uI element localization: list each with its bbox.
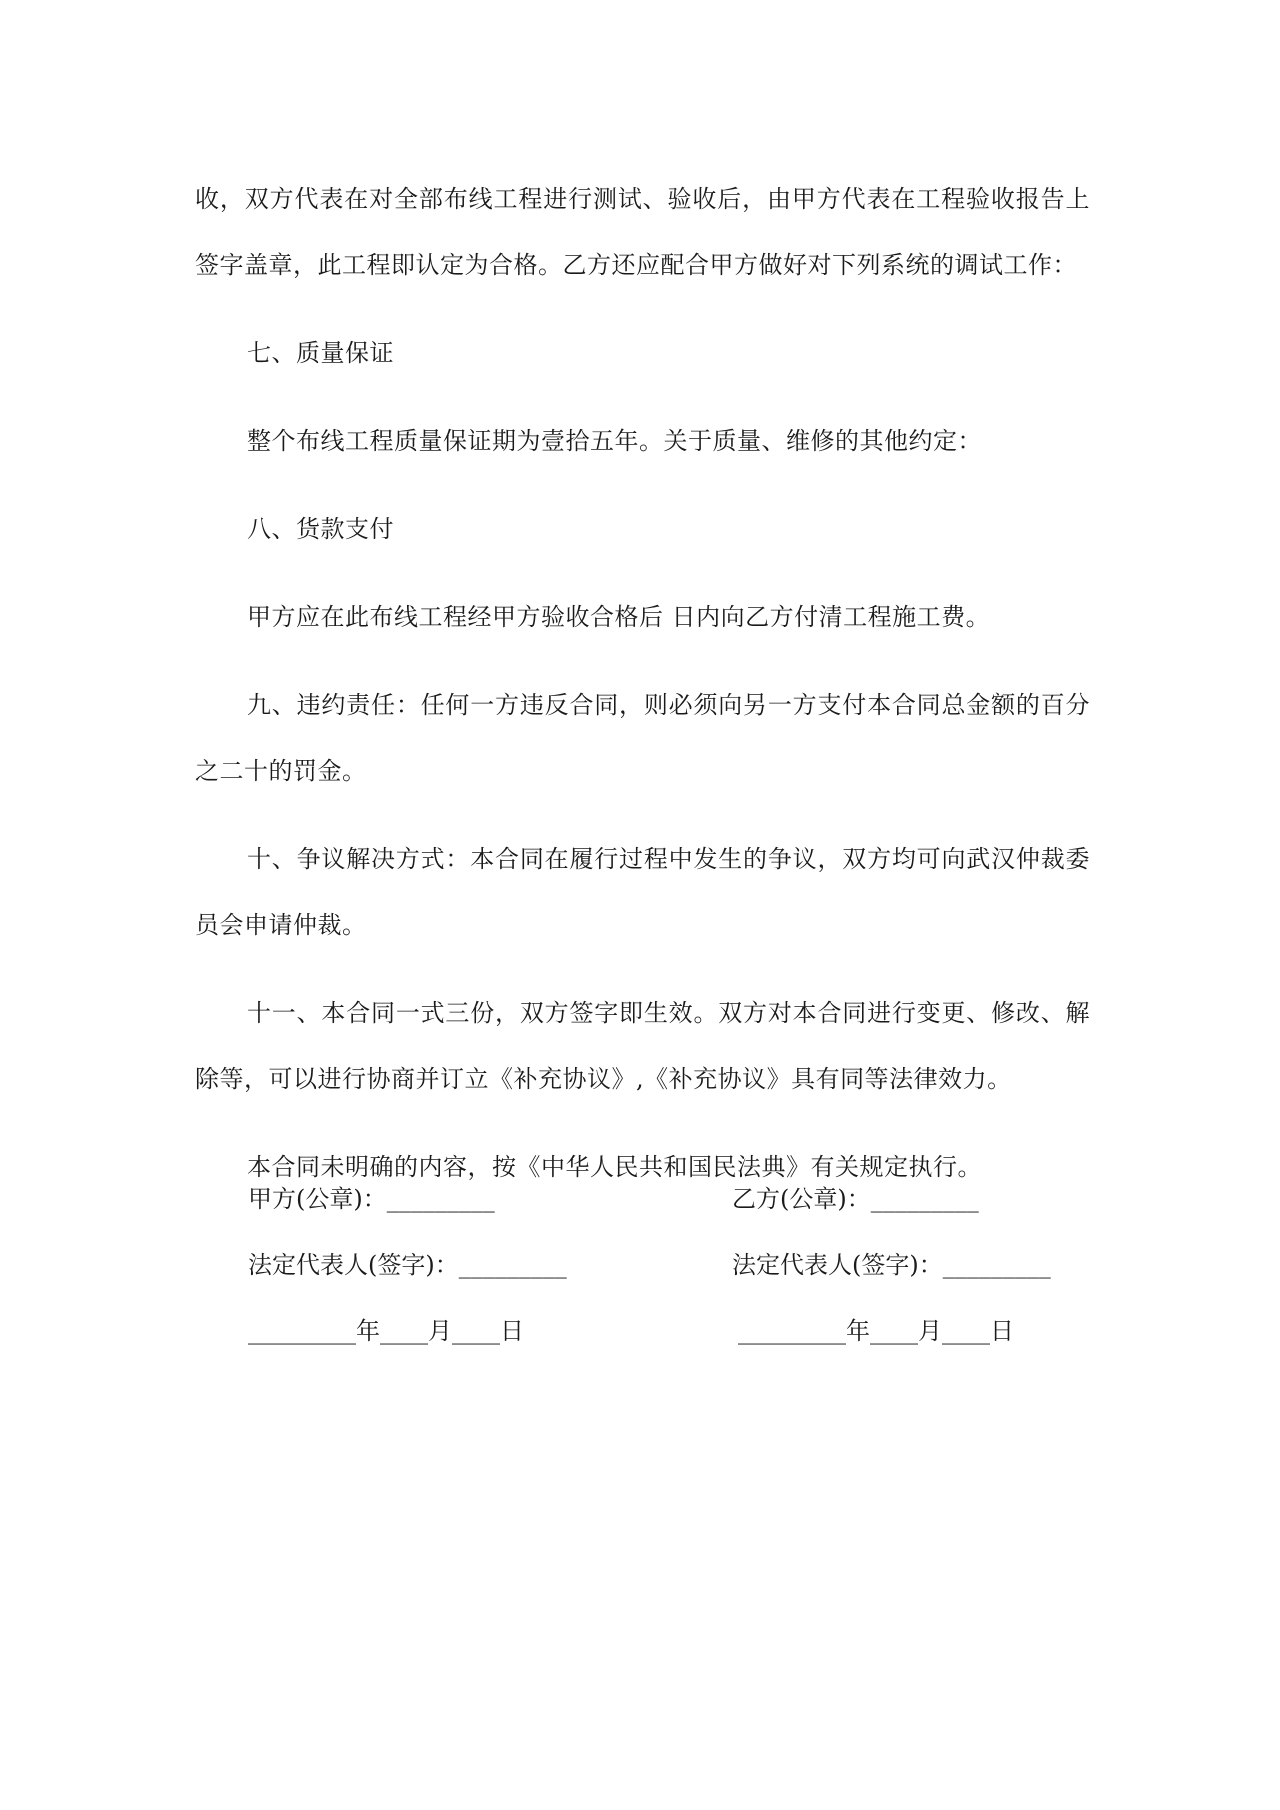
date-row bbox=[248, 1298, 1090, 1364]
paragraph-payment: 甲方应在此布线工程经甲方验收合格后 日内向乙方付清工程施工费。 bbox=[247, 603, 991, 631]
seal-row bbox=[248, 1166, 1090, 1232]
party-a-representative-field[interactable]: 法定代表人(签字)：_________ bbox=[248, 1251, 567, 1279]
paragraph-unspecified: 本合同未明确的内容，按《中华人民共和国民法典》有关规定执行。 bbox=[247, 1153, 982, 1181]
party-b-date-field[interactable]: _________年____月____日 bbox=[738, 1317, 1014, 1345]
party-a-date-field[interactable]: _________年____月____日 bbox=[248, 1317, 524, 1345]
section-heading-quality: 七、质量保证 bbox=[247, 339, 394, 367]
contract-body bbox=[195, 166, 1090, 1222]
signature-block bbox=[248, 1166, 1090, 1364]
paragraph-quality-warranty: 整个布线工程质量保证期为壹拾五年。关于质量、维修的其他约定： bbox=[247, 427, 982, 455]
paragraph-dispute: 十、争议解决方式：本合同在履行过程中发生的争议，双方均可向武汉仲裁委员会申请仲裁。 bbox=[195, 845, 1090, 939]
party-b-seal-field[interactable]: 乙方(公章)：_________ bbox=[732, 1185, 979, 1213]
paragraph-liability: 九、违约责任：任何一方违反合同，则必须向另一方支付本合同总金额的百分之二十的罚金。 bbox=[195, 691, 1090, 785]
section-heading-payment: 八、货款支付 bbox=[247, 515, 394, 543]
paragraph-acceptance: 收，双方代表在对全部布线工程进行测试、验收后，由甲方代表在工程验收报告上签字盖章，此工程即认定为合格。乙方还应配合甲方做好对下列系统的调试工作： bbox=[195, 185, 1090, 279]
paragraph-copies: 十一、本合同一式三份，双方签字即生效。双方对本合同进行变更、修改、解除等，可以进行协商并订立《补充协议》,《补充协议》具有同等法律效力。 bbox=[195, 999, 1090, 1093]
party-a-seal-field[interactable]: 甲方(公章)：_________ bbox=[248, 1185, 495, 1213]
representative-row bbox=[248, 1232, 1090, 1298]
party-b-representative-field[interactable]: 法定代表人(签字)：_________ bbox=[732, 1251, 1051, 1279]
